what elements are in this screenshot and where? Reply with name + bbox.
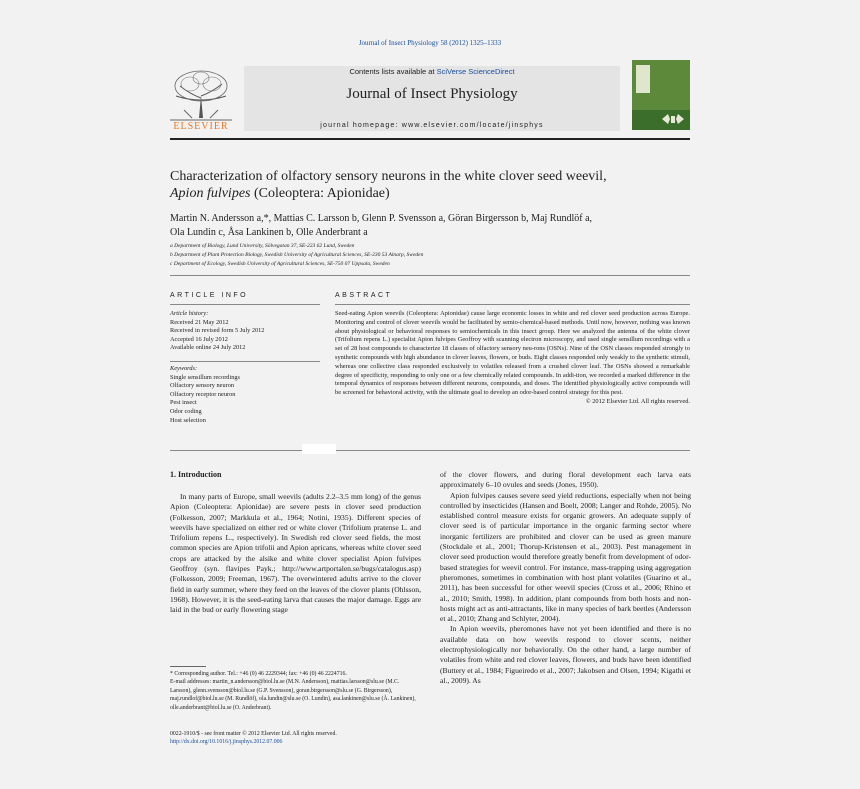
abstract-body (335, 310, 690, 407)
email-addresses[interactable]: E-mail addresses: martin_n.andersson@biol.lu.se (M.N. Andersson), mattias.larsson@slu.se (M.C. Larsson), glenn.svensson@biol.lu.se (G.P. Svensson), goran.birgersson@slu.se (G. Birgersson), maj.rundlof@biol.lu.se (M. Rundlöf), ola.lundin@slu.se (O. Lundin), asa.lankinen@slu.se (Å. Lankinen), olle.anderbrant@biol.lu.se (O. Anderbrant). (170, 679, 416, 711)
abstract-rule (335, 304, 690, 305)
article-title (170, 168, 690, 202)
introduction-heading: 1. Introduction (170, 470, 222, 479)
issn-line: 0022-1910/$ - see front matter © 2012 Elsevier Ltd. All rights reserved. (170, 731, 337, 737)
keyword-item: Host selection (170, 416, 206, 424)
affiliation-c: c Department of Ecology, Swedish University of Agricultural Sciences, SE-750 07 Uppsala, Sweden (170, 261, 390, 267)
article-history (170, 310, 320, 353)
body-left-column (170, 492, 421, 616)
history-accepted: Accepted 16 July 2012 (170, 335, 228, 343)
contents-prefix: Contents lists available at (349, 67, 437, 76)
abstract-copyright: © 2012 Elsevier Ltd. All rights reserved. (585, 397, 690, 405)
rule-gap (302, 444, 336, 454)
affiliation-a: a Department of Biology, Lund University, Sölvegatan 37, SE-223 62 Lund, Sweden (170, 243, 355, 249)
keywords-label: Keywords: (170, 365, 198, 372)
publisher-logo-text: ELSEVIER (173, 121, 229, 132)
journal-title: Journal of Insect Physiology (346, 86, 518, 102)
affiliation-b: b Department of Plant Protection Biology, Swedish University of Agricultural Sciences, SE-230 53 Alnarp, Sweden (170, 252, 424, 258)
journal-citation[interactable]: Journal of Insect Physiology 58 (2012) 1325–1333 (358, 39, 502, 47)
author-list (170, 212, 690, 240)
sciencedirect-link[interactable]: SciVerse ScienceDirect (436, 67, 515, 76)
intro-paragraph-3: Apion fulvipes causes severe seed yield reductions, especially when not being controlled by insecticides (Hansen and Boelt, 2008; Langer and Rohde, 2005). No established control measure exists for organic growers. An adequate supply of clover seed is of particular importance in the organic farming sector where inorganic fertilizers are prohibited and clover can be used as green manure (Stockdale et al., 2001; Thorup-Kristensen et al., 2003). Pest management in clover seed production would therefore greatly benefit from development of odor-based strategies for weevil control. For instance, mass-trapping using aggregation pheromones, sometimes in combination with host plant volatiles (Guarino et al., 2011), has been successful for other weevil species (Cross et al., 2006; Rhino et al., 2010; Smith, 1998). In addition, plant compounds from both hosts and non-hosts might act as anti-attractants, like in many species of bark beetles (Andersson et al., 2010; Zhang and Schlyter, 2004). (440, 490, 691, 624)
affiliations (170, 242, 690, 269)
header-rule (170, 138, 690, 140)
title-line-2: (Coleoptera: Apionidae) (250, 186, 390, 201)
doi-link[interactable]: http://dx.doi.org/10.1016/j.jinsphys.2012.07.006 (170, 739, 283, 746)
corresponding-author: * Corresponding author. Tel.: +46 (0) 46 2229344; fax: +46 (0) 46 2224716. (170, 671, 347, 677)
authors-line-1[interactable]: Martin N. Andersson a,*, Mattias C. Larsson b, Glenn P. Svensson a, Göran Birgersson b, Maj Rundlöf a, (170, 213, 593, 224)
history-revised: Received in revised form 5 July 2012 (170, 327, 265, 335)
footnote (170, 670, 421, 712)
contents-line (244, 67, 620, 76)
intro-paragraph-4: In Apion weevils, pheromones have not yet been identified and there is no available data on how weevils respond to clover scents, neither electrophysiologically nor behaviorally. On the other hand, a large number of volatiles from white and red clover leaves, flowers, and buds have been identified (Buttery et al., 1984; Figueiredo et al., 2007; Jakobsen and Olsen, 1994; Kigathi et al., 2009). As (440, 624, 691, 685)
keyword-item: Single sensillum recordings (170, 373, 240, 381)
title-line-1: Characterization of olfactory sensory neurons in the white clover seed weevil, (170, 169, 607, 184)
keywords (170, 365, 320, 425)
keyword-item: Pest insect (170, 399, 197, 407)
history-online: Available online 24 July 2012 (170, 344, 246, 352)
body-right-column (440, 470, 691, 686)
history-label: Article history: (170, 310, 209, 317)
history-received: Received 21 May 2012 (170, 318, 229, 326)
authors-line-2[interactable]: Ola Lundin c, Åsa Lankinen b, Olle Anderbrant a (170, 227, 368, 238)
abstract-text: Seed-eating Apion weevils (Coleoptera: Apionidae) cause large economic losses in white and red clover seed production across Europe. Monitoring and control of clover weevils would be facilitated by semio-chemical-based methods. Until now, however, nothing was known about physiological or behavioral responses to semiochemicals in this insect group. Here we analyzed the antenna of the white clover (Trifolium repens L.) specialist Apion fulvipes Geoffroy with scanning electron microscopy, and used single sensillum recordings with a set of 28 host compounds to characterize 18 classes of olfactory sensory neu-rons (OSNs). Nine of the OSN classes responded strongly to synthetic compounds with high abundance in clover leaves, flowers, or buds. Eight classes responded only weakly to the synthetic stimuli, whereas one collective class responded exclusively to volatiles released from a crushed clover leaf. The OSNs showed a remarkable degree of specificity, responding to only one or a few chemically related compounds. In addi-tion, we recorded a marked difference in the temporal dynamics of responses between different neurons, compounds, and doses. The identified physiologically active compounds will be screened for behavioral activity, with the ultimate goal to develop an odor-based control strategy for this pest. (335, 310, 690, 397)
article-info-heading: ARTICLE INFO (170, 292, 249, 299)
section-rule (170, 450, 690, 451)
intro-paragraph-1: In many parts of Europe, small weevils (adults 2.2–3.5 mm long) of the genus Apion (Coleoptera: Apionidae) are severe pests in clover seed production (Folkesson, 2007; Markkula et al., 1964; Notini, 1935). Different species of weevils have specialized on either red or white clover (Trifolium pratense L. and Trifolium repens L., respectively). In Swedish red clover seed fields, the most common species are Apion trifolii and Apion apricans, whereas white clover seed crops are attacked by the alsike and white clover specialist Apion fulvipes Geoffroy (syn. flavipes Payk.; http://www.artportalen.se/bugs/catalogus.asp) (Folkesson, 2009; Freeman, 1967). The overwintered adults arrive to the clover field in early summer, where they feed on the leaves of the clover plants (Ohlsson, 1968). However, it is the seed-eating larva that causes the major damage. Eggs are laid in the bud or early flowering stage (170, 492, 421, 615)
keywords-rule (170, 361, 320, 362)
keyword-item: Olfactory sensory neuron (170, 382, 234, 390)
keyword-item: Odor coding (170, 407, 202, 415)
title-species: Apion fulvipes (170, 186, 251, 201)
article-info-rule (170, 304, 320, 305)
journal-homepage[interactable]: journal homepage: www.elsevier.com/locate/jinsphys (320, 122, 544, 129)
footnote-rule (170, 666, 206, 667)
issn-block (170, 730, 421, 747)
journal-cover-icon (632, 60, 690, 130)
divider (170, 275, 690, 276)
keyword-item: Olfactory receptor neuron (170, 390, 236, 398)
abstract-heading: ABSTRACT (335, 292, 393, 299)
intro-paragraph-2: of the clover flowers, and during floral development each larva eats approximately 6–10 ovules and seeds (Jones, 1950). (440, 470, 691, 490)
